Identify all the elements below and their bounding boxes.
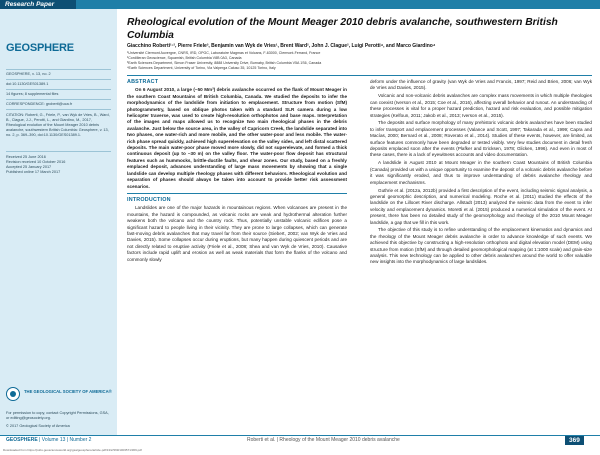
affiliation: ²Cordilleran Geoscience, Squamish, British Columbia V8B 0A3, Canada	[127, 56, 242, 60]
figures-count: 14 figures; 8 supplemental files	[6, 92, 59, 96]
affiliation: ³Earth Sciences Department, Simon Fraser University, 8888 University Drive, Burnaby, British Columbia V5A 1S6, Canada	[127, 61, 322, 65]
paragraph: deform under the influence of gravity (van Wyk de Vries and Francis, 1997; Reid and Brien, 2006; van Wyk de Vries and Davies, 2015).	[370, 79, 592, 91]
geosphere-logo: GEOSPHERE	[6, 42, 74, 54]
abstract-text: On 6 August 2010, a large (~50 Mm³) debris avalanche occurred on the flank of Mount Meager in the southern Coast Mountains of British Columbia, Canada. We studied the deposits to infer the morphodynamics of the landslide from initiation to emplacement. Structure from motion (SfM) photogrammetry, based on oblique photos taken with a standard SLR camera during a low helicopter traverse, was used to create high-resolution orthophotos and base maps. Interpretation of the images and maps allowed us to recognize two main rheological phases in the debris avalanche. Just below the source area, in the valley of Capricorn Creek, the landslide separated into two phases, one water-rich and more mobile, and the other water-poor and less mobile. The water-rich phase spread quickly, achieved high superelevation on the valley sides, and left distal scattered deposits. The main water-poor phase moved more slowly, did not superelevate, and formed a thick continuous deposit (up to ~30 m) on the valley floor. The water-poor flow deposit has structural features such as hummocks, brittle-ductile faults, and shear zones. Our study, based on a freshly emplaced deposit, advances understanding of large mass movements by showing that a single landslide can develop multiple rheology phases with different behaviors. Rheological evolution and separation of phases should always be taken into account to provide better risk assessment scenarios.	[127, 87, 347, 189]
footer-journal: GEOSPHERE | Volume 13 | Number 2	[6, 437, 92, 443]
divider	[6, 79, 111, 80]
footer-running-head: Roberti et al. | Rheology of the Mount Meager 2010 debris avalanche	[247, 437, 400, 443]
title-divider	[127, 75, 592, 76]
paragraph: A landslide in August 2010 at Mount Meager in the southern Coast Mountains of British Columbia (Canada) provided us with a unique opportunity to examine the deposit of a volcanic debris avalanche before it was significantly eroded, and thus to improve understanding of debris avalanche rheology and emplacement mechanisms.	[370, 160, 592, 185]
journal-line: GEOSPHERE, v. 13, no. 2	[6, 72, 51, 76]
right-column	[370, 79, 592, 267]
paragraph: The objective of this study is to refine understanding of the emplacement kinematics and dynamics and the rheology of the Mount Meager debris avalanche in order to advance knowledge of such events. We achieved this objective by constructing a high-resolution orthophoto and digital elevation model (DEM) using structure from motion (SfM) and through detailed geomorphological mapping (at 1:1000 scale) and grain-size analysis. This new technology can be applied to other debris avalanches around the world to offer valuable new insights into the morphodynamics of large landslides.	[370, 227, 592, 265]
divider	[6, 69, 111, 70]
received-date: Received 25 June 2016	[6, 155, 46, 159]
affiliation: ¹Université Clermont Auvergne, CNRS, IRD, OPGC, Laboratoire Magmas et Volcans, F-63000, Clermont-Ferrand, France	[127, 51, 321, 55]
copyright: © 2017 Geological Society of America	[6, 424, 70, 428]
authors: Giacchino Roberti¹·², Pierre Friele³, Benjamin van Wyk de Vries¹, Brent Ward², John J. Clague², Luigi Perotti⁴, and Marco Giardino⁴	[127, 43, 436, 49]
divider	[6, 151, 111, 152]
left-column	[127, 79, 347, 264]
footer-volume: Volume 13	[41, 437, 66, 443]
correspondence[interactable]: CORRESPONDENCE: groberti@uca.fr	[6, 102, 73, 106]
paragraph: Volcanic and non-volcanic debris avalanches are complex mass movements in which multiple rheologies can coexist (Iverson et al., 2015; Coe et al., 2016), affecting overall behavior and runout. An understanding of these processes is vital for a proper hazard prediction, hazard and risk evaluation, and possible mitigation strategies (Kelfoun, 2011; Jakob et al., 2013; Iverson et al., 2015).	[370, 93, 592, 118]
affiliation: ⁴Earth Sciences Department, University of Torino, Via Valperga Caluso 35, 10125 Torino, Italy	[127, 66, 276, 70]
page-number: 369	[565, 436, 584, 445]
abstract-heading: ABSTRACT	[127, 79, 159, 85]
intro-paragraph: Landslides are one of the major hazards in mountainous regions. When volcanoes are present in the mountains, the hazard is compounded, as volcanic rocks are weak and hydrothermal alteration further weakens both the volcano and the country rock. Thus, potentially unstable volcanic edifices pose a significant hazard to people living in their vicinity. They are prone to large collapses, which can generate fast-moving debris avalanches that may travel far from their source (Siebert, 2002; van Wyk de Vries and Davies, 2015). Some collapses occur during eruptions, but many happen during quiescent periods and are not directly related to eruptive activity (Friele et al., 2008; Shea and van Wyk de Vries, 2010). Causative factors include rapid uplift and erosion as well as weak materials that form the flanks of the volcano and commonly slowly	[127, 205, 347, 262]
article-title: Rheological evolution of the Mount Meager 2010 debris avalanche, southwestern British Columbia	[127, 17, 558, 41]
gsa-name: THE GEOLOGICAL SOCIETY OF AMERICA®	[24, 389, 112, 394]
introduction-heading: INTRODUCTION	[127, 196, 171, 203]
gsa-logo-icon	[6, 387, 20, 401]
header-bar	[0, 0, 600, 9]
divider	[6, 89, 111, 90]
affiliations	[127, 51, 597, 71]
citation: CITATION: Roberti, G., Friele, P., van Wyk de Vries, B., Ward, B., Clague, J.J., Perotti, L., and Giardino, M., 2017, Rheological evolution of the Mount Meager 2010 debris avalanche, southwestern British Columbia: Geosphere, v. 13, no. 2, p. 369–390, doi:10.1130/GES01389.1.	[6, 113, 110, 137]
published-date: Published online 17 March 2017	[6, 170, 61, 174]
research-paper-badge: Research Paper	[0, 0, 76, 9]
divider	[6, 99, 111, 100]
download-notice[interactable]: Downloaded from https://pubs.geoscienceworld.org/gsa/geosphere/article-pdf/13/2/369/1003571/369.pdf	[3, 448, 142, 452]
accepted-date: Accepted 25 January 2017	[6, 165, 52, 169]
permission-note: For permission to copy, contact Copyright Permissions, GSA, or editing@geosociety.org.	[6, 411, 109, 420]
footer-number: Number 2	[69, 437, 92, 443]
paragraph: The deposits and surface morphology of many prehistoric volcanic debris avalanches have been studied to infer transport and emplacement processes (Valance and Scott, 1997; Takarada et al., 1999; Capra and Macías, 2000; Bernard et al., 2008; Roverato et al., 2014). Studies of these events, however, are limited, as surface features commonly have been degraded or tested visibly. Very few studies document in detail fresh deposits emplaced soon after the events (Plafker and Ericksen, 1978; Glicken, 1996). And even in most of these cases, there is a lack of eyewitness accounts and video documentation.	[370, 120, 592, 158]
doi-link[interactable]: doi:10.1130/GES01389.1	[6, 82, 49, 86]
section-divider	[127, 193, 347, 194]
footer-journal-name: GEOSPHERE	[6, 437, 38, 443]
revision-date: Revision received 10 October 2016	[6, 160, 66, 164]
sidebar	[0, 9, 117, 435]
divider	[6, 109, 111, 110]
paragraph: Guthrie et al. (2012a, 2012b) provided a first description of the event, including seismic signal analysis, a general geomorphic description, and numerical modeling. Roche et al. (2011) studied the effects of the landslide on the Lillooet River discharge. Allstadt (2013) analyzed the seismic data from the event to infer velocity and emplacement dynamics. Moretti et al. (2015) produced a numerical simulation of the event. At present, there has been no detailed study of the geomorphology and rheology of the 2010 Mount Meager landslide, a gap that we fill in this work.	[370, 187, 592, 225]
